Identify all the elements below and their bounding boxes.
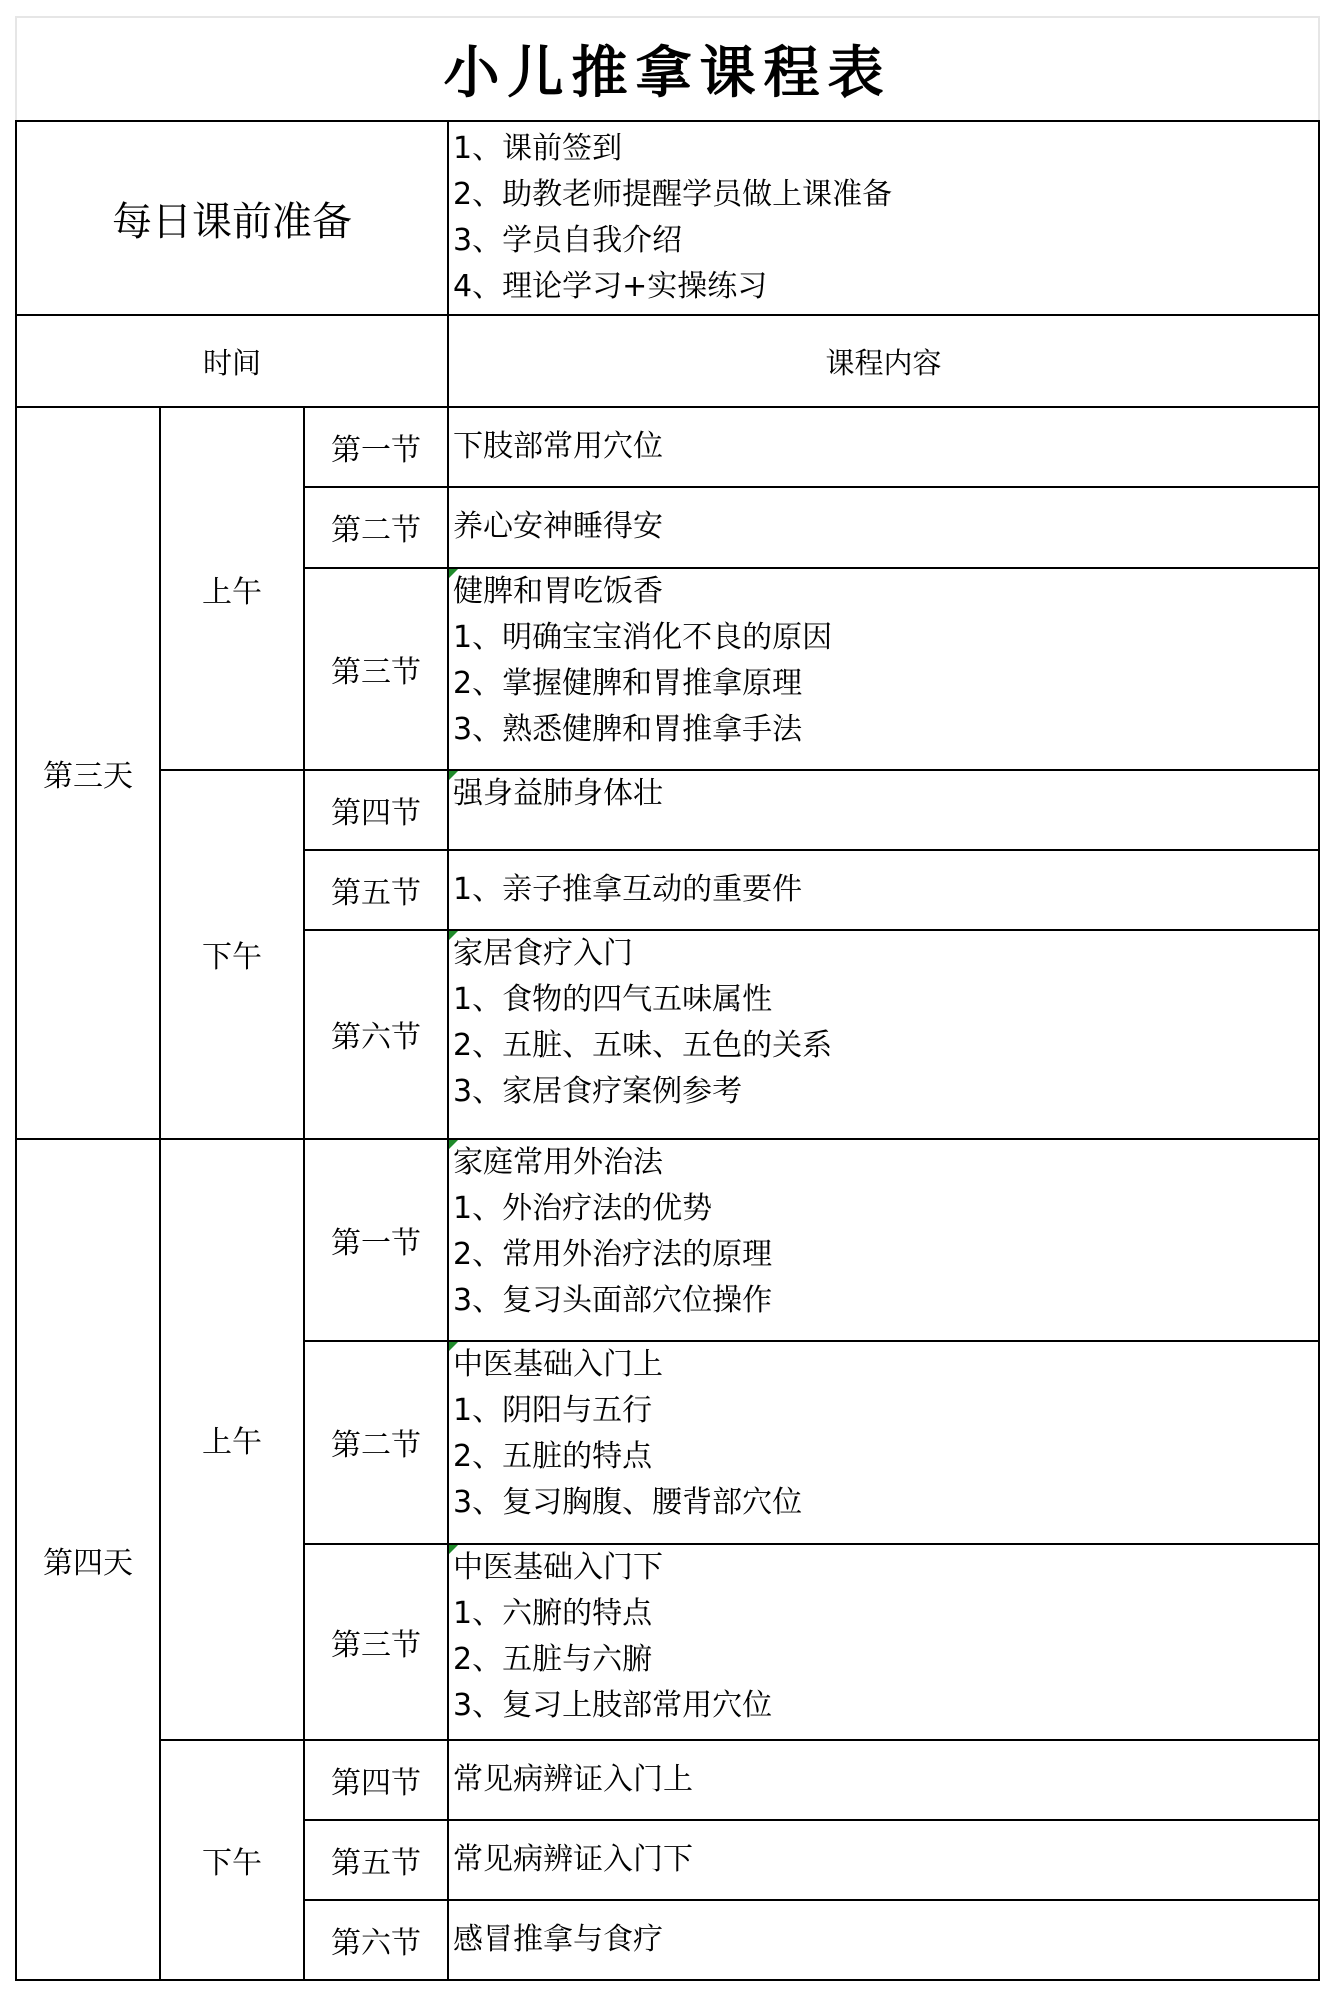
session-label: 第五节 (331, 875, 421, 911)
content-line: 中医基础入门上 (453, 1347, 663, 1383)
content-cell[interactable] (448, 1544, 1319, 1740)
content-cell[interactable] (448, 770, 1319, 850)
session-label: 第二节 (331, 513, 421, 549)
content-cell[interactable] (448, 1740, 1319, 1820)
prep-item: 4、理论学习+实操练习 (453, 269, 768, 305)
session-label: 第二节 (331, 1428, 421, 1464)
content-line: 常见病辨证入门上 (453, 1761, 693, 1797)
title-cell[interactable] (16, 17, 1319, 121)
prep-items-cell[interactable] (448, 121, 1319, 315)
session-row (16, 770, 1319, 850)
session-cell[interactable] (304, 1900, 448, 1980)
session-row (16, 1139, 1319, 1341)
content-line: 3、家居食疗案例参考 (453, 1073, 743, 1109)
content-cell[interactable] (448, 568, 1319, 770)
time-header-cell[interactable] (16, 315, 448, 407)
session-cell[interactable] (304, 1139, 448, 1341)
period-cell[interactable] (160, 1139, 304, 1740)
content-line: 1、六腑的特点 (453, 1595, 653, 1631)
content-cell[interactable] (448, 487, 1319, 567)
session-row (16, 407, 1319, 487)
content-line: 家庭常用外治法 (453, 1145, 663, 1181)
content-cell[interactable] (448, 930, 1319, 1139)
comment-flag-icon (449, 931, 458, 940)
period-cell[interactable] (160, 770, 304, 1139)
content-line: 3、熟悉健脾和胃推拿手法 (453, 711, 803, 747)
content-line: 2、五脏的特点 (453, 1439, 653, 1475)
session-label: 第三节 (331, 654, 421, 690)
comment-flag-icon (449, 771, 458, 780)
content-line: 健脾和胃吃饭香 (453, 573, 663, 609)
content-line: 3、复习上肢部常用穴位 (453, 1687, 773, 1723)
content-line: 1、明确宝宝消化不良的原因 (453, 619, 833, 655)
session-label: 第一节 (331, 1226, 421, 1262)
session-cell[interactable] (304, 1544, 448, 1740)
day-label: 第四天 (43, 1545, 133, 1581)
prep-item: 3、学员自我介绍 (453, 223, 683, 259)
day-cell[interactable] (16, 1139, 160, 1980)
session-cell[interactable] (304, 407, 448, 487)
time-header: 时间 (202, 345, 261, 380)
comment-flag-icon (449, 1342, 458, 1351)
period-label: 上午 (202, 574, 262, 610)
content-cell[interactable] (448, 1139, 1319, 1341)
session-cell[interactable] (304, 1341, 448, 1543)
prep-item: 1、课前签到 (453, 131, 623, 167)
content-line: 养心安神睡得安 (453, 509, 663, 545)
comment-flag-icon (449, 1140, 458, 1149)
content-line: 1、食物的四气五味属性 (453, 981, 773, 1017)
session-cell[interactable] (304, 1740, 448, 1820)
day-label: 第三天 (43, 759, 133, 795)
content-line: 1、外治疗法的优势 (453, 1191, 713, 1227)
session-cell[interactable] (304, 850, 448, 930)
content-cell[interactable] (448, 1341, 1319, 1543)
session-label: 第五节 (331, 1845, 421, 1881)
header-row (16, 315, 1319, 407)
comment-flag-icon (449, 569, 458, 578)
session-row (16, 1740, 1319, 1820)
period-cell[interactable] (160, 407, 304, 769)
content-line: 2、五脏、五味、五色的关系 (453, 1027, 833, 1063)
session-label: 第三节 (331, 1627, 421, 1663)
period-label: 上午 (202, 1425, 262, 1461)
content-line: 2、常用外治疗法的原理 (453, 1237, 773, 1273)
content-line: 2、掌握健脾和胃推拿原理 (453, 665, 803, 701)
comment-flag-icon (449, 1545, 458, 1554)
session-label: 第四节 (331, 795, 421, 831)
day-cell[interactable] (16, 407, 160, 1139)
session-label: 第一节 (331, 433, 421, 469)
prep-row (16, 121, 1319, 315)
content-cell[interactable] (448, 1900, 1319, 1980)
session-cell[interactable] (304, 770, 448, 850)
content-line: 感冒推拿与食疗 (453, 1921, 663, 1957)
content-line: 3、复习头面部穴位操作 (453, 1283, 773, 1319)
content-line: 强身益肺身体壮 (453, 775, 663, 811)
prep-label-cell[interactable] (16, 121, 448, 315)
schedule-table (15, 16, 1320, 1981)
content-line: 下肢部常用穴位 (453, 429, 663, 465)
content-line: 1、阴阳与五行 (453, 1393, 653, 1429)
content-header-cell[interactable] (448, 315, 1319, 407)
prep-item: 2、助教老师提醒学员做上课准备 (453, 177, 893, 213)
session-label: 第四节 (331, 1765, 421, 1801)
content-line: 中医基础入门下 (453, 1549, 663, 1585)
content-line: 家居食疗入门 (453, 935, 633, 971)
content-header: 课程内容 (825, 345, 942, 380)
period-label: 下午 (202, 940, 262, 976)
content-cell[interactable] (448, 407, 1319, 487)
session-cell[interactable] (304, 568, 448, 770)
session-label: 第六节 (331, 1020, 421, 1056)
content-cell[interactable] (448, 1820, 1319, 1900)
session-label: 第六节 (331, 1925, 421, 1961)
content-line: 常见病辨证入门下 (453, 1841, 693, 1877)
session-cell[interactable] (304, 487, 448, 567)
page-title: 小儿推拿课程表 (443, 41, 892, 107)
title-row (16, 17, 1319, 121)
content-line: 1、亲子推拿互动的重要件 (453, 871, 803, 907)
content-cell[interactable] (448, 850, 1319, 930)
content-line: 2、五脏与六腑 (453, 1641, 653, 1677)
session-cell[interactable] (304, 1820, 448, 1900)
prep-label: 每日课前准备 (112, 198, 352, 245)
period-cell[interactable] (160, 1740, 304, 1980)
content-line: 3、复习胸腹、腰背部穴位 (453, 1485, 803, 1521)
session-cell[interactable] (304, 930, 448, 1139)
period-label: 下午 (202, 1845, 262, 1881)
